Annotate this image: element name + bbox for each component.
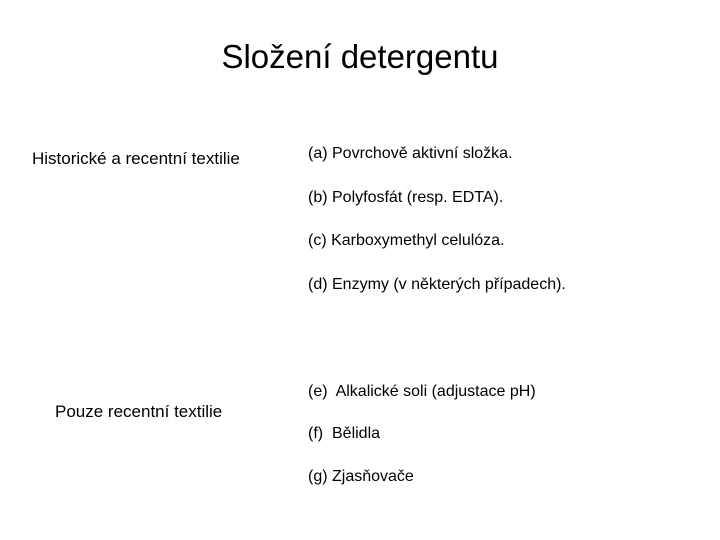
group-label-historic-recent: Historické a recentní textilie (32, 149, 240, 168)
list-item-e: (e) Alkalické soli (adjustace pH) (308, 383, 536, 400)
list-item-a: (a) Povrchově aktivní složka. (308, 145, 513, 162)
list-item-g: (g) Zjasňovače (308, 468, 414, 485)
list-item-c: (c) Karboxymethyl celulóza. (308, 232, 505, 249)
group-label-recent-only: Pouze recentní textilie (55, 402, 223, 421)
slide-title: Složení detergentu (221, 38, 499, 75)
list-item-d: (d) Enzymy (v některých případech). (308, 276, 566, 293)
list-item-f: (f) Bělidla (308, 425, 381, 442)
list-item-b: (b) Polyfosfát (resp. EDTA). (308, 189, 504, 206)
